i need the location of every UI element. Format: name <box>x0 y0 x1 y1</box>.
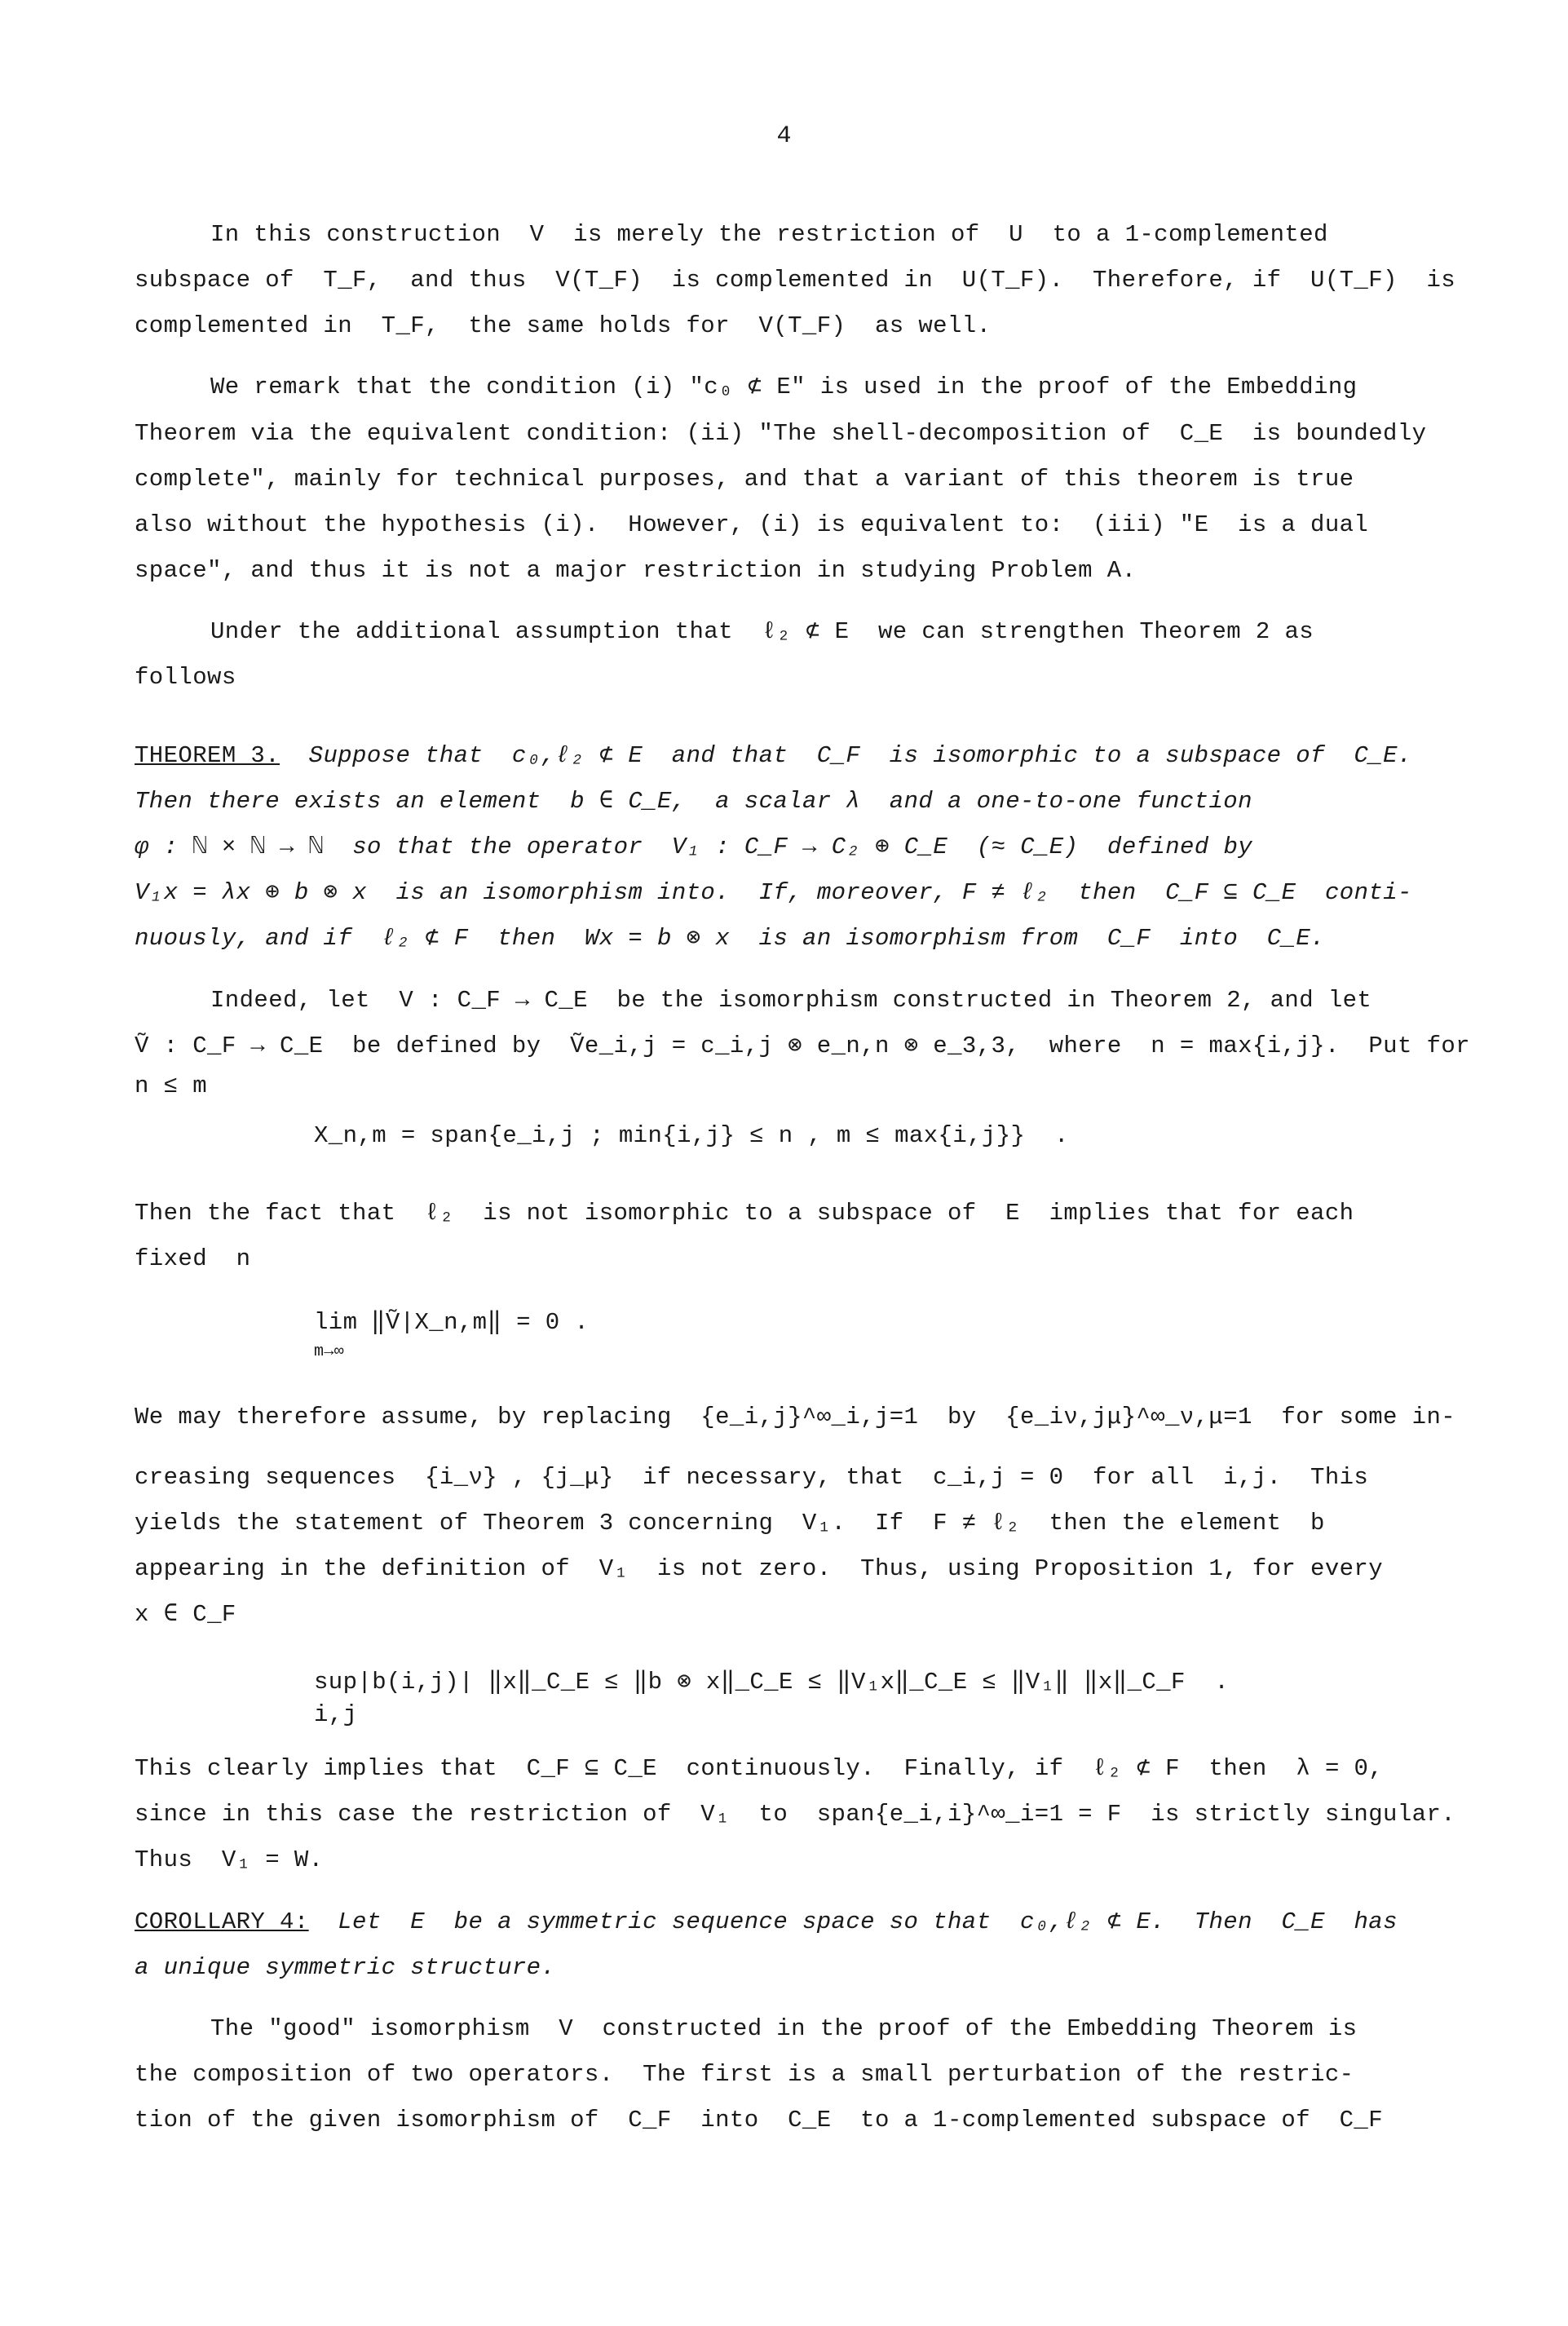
text-line: complemented in T_F, the same holds for V(T_F) as well. <box>135 312 992 339</box>
text-line: Ṽ : C_F → C_E be defined by Ṽe_i,j = c_i,j ⊗ e_n,n ⊗ e_3,3, where n = max{i,j}. Put for <box>135 1033 1470 1059</box>
theorem-3 <box>135 740 1412 772</box>
text-line: appearing in the definition of V₁ is not zero. Thus, using Proposition 1, for every <box>135 1555 1384 1582</box>
text-line: The "good" isomorphism V constructed in the proof of the Embedding Theorem is <box>210 2015 1358 2042</box>
theorem-text: V₁x = λx ⊕ b ⊗ x is an isomorphism into. If, moreover, F ≠ ℓ₂ then C_F ⊆ C_E conti- <box>135 879 1412 906</box>
text-line: the composition of two operators. The first is a small perturbation of the restric- <box>135 2061 1354 2088</box>
text-line: complete", mainly for technical purposes, and that a variant of this theorem is true <box>135 466 1354 493</box>
corollary-text: a unique symmetric structure. <box>135 1954 556 1981</box>
corollary-4 <box>135 1906 1398 1939</box>
text-line: follows <box>135 664 236 691</box>
text-line: Then the fact that ℓ₂ is not isomorphic to a subspace of E implies that for each <box>135 1200 1354 1227</box>
theorem-text: φ : ℕ × ℕ → ℕ so that the operator V₁ : C_F → C₂ ⊕ C_E (≈ C_E) defined by <box>135 834 1253 860</box>
text-line: space", and thus it is not a major restriction in studying Problem A. <box>135 557 1137 584</box>
equation: sup|b(i,j)| ‖x‖_C_E ≤ ‖b ⊗ x‖_C_E ≤ ‖V₁x‖_C_E ≤ ‖V₁‖ ‖x‖_C_F . <box>314 1669 1230 1696</box>
theorem-text: Then there exists an element b ∈ C_E, a scalar λ and a one-to-one function <box>135 788 1252 815</box>
text-line: creasing sequences {i_ν} , {j_μ} if necessary, that c_i,j = 0 for all i,j. This <box>135 1464 1369 1491</box>
text-line: Indeed, let V : C_F → C_E be the isomorphism constructed in Theorem 2, and let <box>210 987 1372 1014</box>
text-line: In this construction V is merely the restriction of U to a 1-complemented <box>210 221 1328 248</box>
text-line: This clearly implies that C_F ⊆ C_E continuously. Finally, if ℓ₂ ⊄ F then λ = 0, <box>135 1755 1384 1782</box>
equation: ‖Ṽ|X_n,m‖ = 0 . <box>371 1309 590 1336</box>
text-line: since in this case the restriction of V₁ to span{e_i,i}^∞_i=1 = F is strictly singular. <box>135 1801 1456 1828</box>
text-line: Under the additional assumption that ℓ₂ ⊄ E we can strengthen Theorem 2 as <box>210 618 1314 645</box>
text-line: x ∈ C_F <box>135 1601 236 1628</box>
theorem-text: Suppose that c₀,ℓ₂ ⊄ E and that C_F is isomorphic to a subspace of C_E. <box>308 742 1412 769</box>
text-line: Thus V₁ = W. <box>135 1846 324 1873</box>
theorem-label: THEOREM 3. <box>135 742 280 769</box>
equation-subscript: m→∞ <box>314 1342 345 1361</box>
theorem-text: nuously, and if ℓ₂ ⊄ F then Wx = b ⊗ x is an isomorphism from C_F into C_E. <box>135 925 1325 952</box>
equation-lim: lim <box>314 1309 358 1336</box>
text-line: also without the hypothesis (i). However, (i) is equivalent to: (iii) "E is a dual <box>135 511 1369 538</box>
text-line: fixed n <box>135 1245 251 1272</box>
page-number: 4 <box>776 122 792 150</box>
text-line: subspace of T_F, and thus V(T_F) is complemented in U(T_F). Therefore, if U(T_F) is <box>135 267 1456 294</box>
text-line: n ≤ m <box>135 1072 208 1099</box>
text-line: Theorem via the equivalent condition: (ii) "The shell-decomposition of C_E is boundedly <box>135 420 1427 447</box>
text-line: We remark that the condition (i) "c₀ ⊄ E" is used in the proof of the Embedding <box>210 374 1358 400</box>
equation: X_n,m = span{e_i,j ; min{i,j} ≤ n , m ≤ max{i,j}} . <box>314 1122 1069 1149</box>
text-line: yields the statement of Theorem 3 concerning V₁. If F ≠ ℓ₂ then the element b <box>135 1510 1325 1537</box>
text-line: We may therefore assume, by replacing {e_i,j}^∞_i,j=1 by {e_iν,jμ}^∞_ν,μ=1 for some in- <box>135 1404 1456 1431</box>
corollary-label: COROLLARY 4: <box>135 1908 309 1935</box>
text-line: tion of the given isomorphism of C_F into C_E to a 1-complemented subspace of C_F <box>135 2107 1384 2134</box>
corollary-text: Let E be a symmetric sequence space so that c₀,ℓ₂ ⊄ E. Then C_E has <box>338 1908 1398 1935</box>
equation-subscript: i,j <box>314 1701 358 1728</box>
